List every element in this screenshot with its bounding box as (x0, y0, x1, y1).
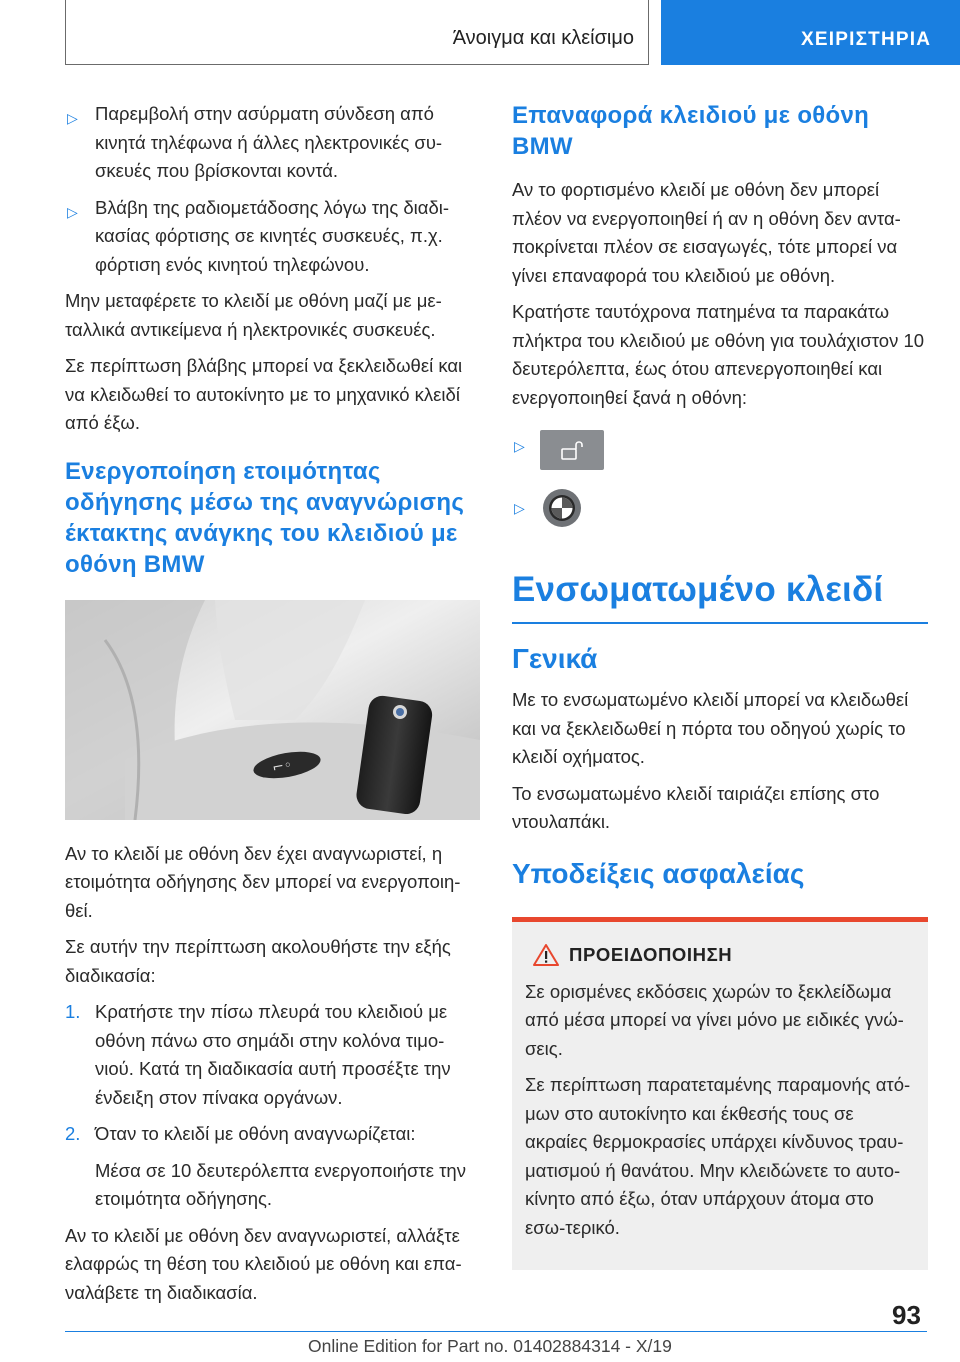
subheading-general: Γενικά (512, 643, 598, 674)
chapter-title: ΧΕΙΡΙΣΤΗΡΙΑ (801, 29, 932, 50)
step-sub-paragraph: Μέσα σε 10 δευτερόλεπτα ενεργοποιήστε την ετοιμότητα οδήγησης. (95, 1159, 466, 1209)
unlock-icon (540, 430, 604, 470)
bullet-item: ▷ Παρεμβολή στην ασύρματη σύνδεση από κινητά τηλέφωνα ή άλλες ηλεκτρονικές συ-σκευές που βρίσκονται κοντά. (67, 103, 443, 181)
paragraph: Σε περίπτωση βλάβης μπορεί να ξεκλειδωθεί και να κλειδωθεί το αυτοκίνητο με το μηχανικό κλειδί από έξω. (65, 355, 463, 433)
warning-title: ΠΡΟΕΙΔΟΠΟΙΗΣΗ (525, 944, 915, 970)
step-number: 1. (65, 1001, 81, 1022)
subheading-safety: Υποδείξεις ασφαλείας (512, 857, 805, 889)
key-button-row (512, 492, 928, 548)
header-chapter-tab (661, 0, 960, 65)
paragraph: Κρατήστε ταυτόχρονα πατημένα τα παρακάτω πλήκτρα του κλειδιού με οθόνη για τουλάχιστον 10 δευτερόλεπτα, έως ότου απενεργοποιηθεί και ενεργοποιηθεί ξανά η οθόνη: (512, 301, 925, 408)
paragraph: Αν το κλειδί με οθόνη δεν έχει αναγνωριστεί, η ετοιμότητα οδήγησης δεν μπορεί να ενεργοποιη-θεί. (65, 842, 461, 921)
step-item: 2. Όταν το κλειδί με οθόνη αναγνωρίζεται: (65, 1120, 480, 1149)
step-item: 1. Κρατήστε την πίσω πλευρά του κλειδιού με οθόνη πάνω στο σημάδι στην κολόνα τιμο-νιού. Κατά τη διαδικασία αυτή προσέξτε την ένδειξη στον πίνακα οργάνων. (65, 998, 480, 1112)
section-title: Άνοιγμα και κλείσιμο (452, 27, 634, 49)
header-section-box (65, 0, 649, 65)
triangle-right-icon: ▷ (514, 438, 525, 454)
warning-box (512, 917, 928, 1271)
section-heading: Επαναφορά κλειδιού με οθόνη BMW (512, 102, 870, 160)
steering-column-photo (65, 600, 480, 820)
paragraph: Με το ενσωματωμένο κλειδί μπορεί να κλειδωθεί και να ξεκλειδωθεί η πόρτα του οδηγού χωρίς το κλειδί οχήματος. (512, 689, 909, 767)
triangle-right-icon: ▷ (67, 110, 78, 126)
triangle-right-icon: ▷ (67, 203, 78, 220)
warning-triangle-icon (533, 943, 559, 967)
step-number: 2. (65, 1123, 81, 1144)
paragraph: Το ενσωματωμένο κλειδί ταιριάζει επίσης στο ντουλαπάκι. (512, 782, 880, 832)
steering-column-illustration (65, 600, 480, 820)
bmw-logo-icon (542, 488, 582, 528)
svg-text:⌐◦: ⌐◦ (271, 756, 294, 776)
heading-rule (512, 622, 928, 624)
footer-rule (65, 1331, 927, 1332)
paragraph: Μην μεταφέρετε το κλειδί με οθόνη μαζί με με-ταλλικά αντικείμενα ή ηλεκτρονικές συσκευές. (65, 290, 442, 340)
right-column (512, 100, 928, 1270)
warning-paragraph: Σε ορισμένες εκδόσεις χωρών το ξεκλείδωμα από μέσα μπορεί να γίνει μόνο με ειδικές γνώ-σεις. (525, 980, 904, 1059)
bullet-item: ▷ Βλάβη της ραδιομετάδοσης λόγω της διαδι-κασίας φόρτισης σε κινητές συσκευές, π.χ. φόρτιση ενός κινητού τηλεφώνου. (67, 196, 450, 275)
section-heading: Ενεργοποίηση ετοιμότητας οδήγησης μέσω της αναγνώρισης έκτακτης ανάγκης του κλειδιού με οθόνη BMW (65, 457, 465, 578)
paragraph: Σε αυτήν την περίπτωση ακολουθήστε την εξής διαδικασία: (65, 936, 451, 986)
left-column (65, 100, 480, 1315)
triangle-right-icon: ▷ (514, 500, 525, 516)
chapter-heading: Ενσωματωμένο κλειδί (512, 570, 884, 609)
paragraph: Αν το κλειδί με οθόνη δεν αναγνωριστεί, αλλάξτε ελαφρώς τη θέση του κλειδιού με οθόνη και επα-ναλάβετε τη διαδικασία. (65, 1224, 462, 1303)
warning-paragraph: Σε περίπτωση παρατεταμένης παραμονής ατό-μων στο αυτοκίνητο και έκθεσής τους σε ακραίες θερμοκρασίες υπάρχει κίνδυνος τραυ-ματισμού ή θανάτου. Μην κλειδώνετε το αυτο-κίνητο από έξω, όταν υπάρχουν άτομα στο εσω-τερικό. (525, 1074, 911, 1238)
footer-edition: Online Edition for Part no. 01402884314 - X/19 (308, 1336, 672, 1356)
paragraph: Αν το φορτισμένο κλειδί με οθόνη δεν μπορεί πλέον να ενεργοποιηθεί ή αν η οθόνη δεν αντα-ποκρίνεται πλέον σε εισαγωγές, τότε μπορεί να γίνει επαναφορά του κλειδιού με οθόνη. (512, 179, 901, 286)
key-button-row (512, 430, 928, 486)
page-number: 93 (892, 1300, 921, 1330)
